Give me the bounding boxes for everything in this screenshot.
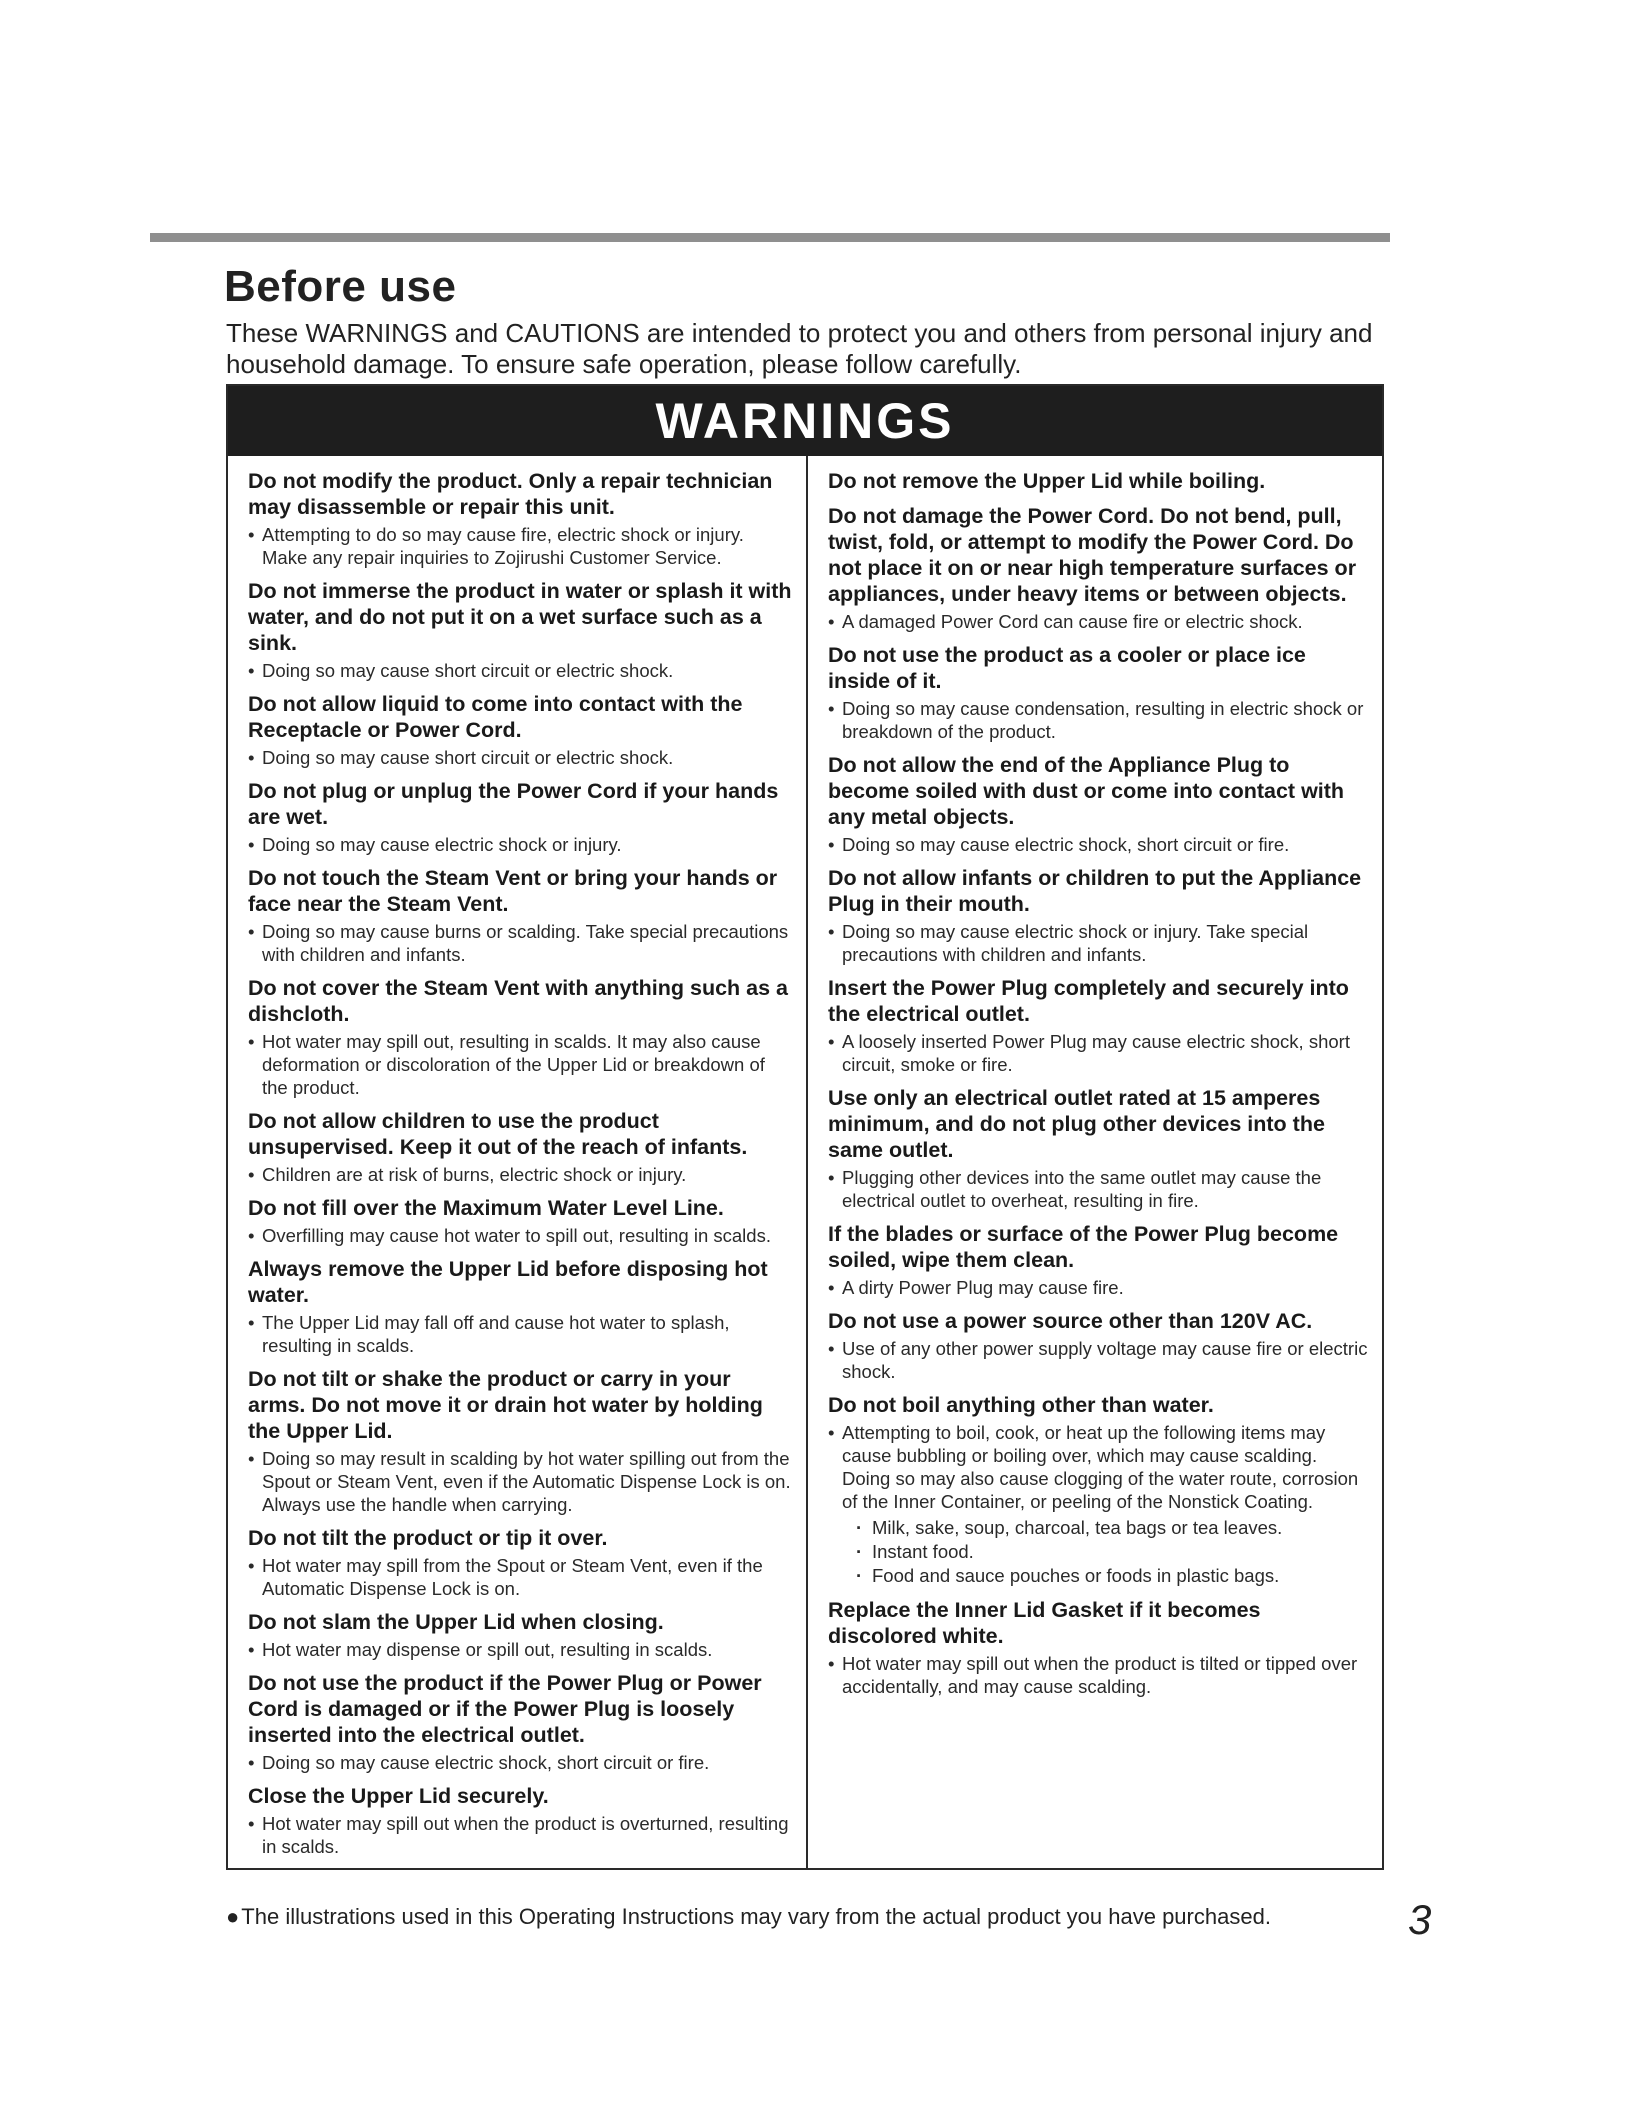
warning-heading: Do not plug or unplug the Power Cord if your hands are wet. [248, 779, 779, 829]
warning-note: • A loosely inserted Power Plug may cause electric shock, short circuit, smoke or fire. [828, 1030, 1368, 1076]
warning-item [828, 1308, 1368, 1383]
warnings-columns [228, 456, 1382, 1870]
warning-item [248, 691, 792, 769]
warning-heading: Do not tilt the product or tip it over. [248, 1526, 608, 1550]
warning-note: • Attempting to boil, cook, or heat up the following items may cause bubbling or boiling over, which may cause scalding. Doing so may also cause clogging of the water route, corrosion of the Inner Container, or peeling of the Nonstick Coating. [828, 1421, 1368, 1513]
warning-item [248, 778, 792, 856]
warning-heading: Replace the Inner Lid Gasket if it becomes discolored white. [828, 1598, 1261, 1648]
warning-note: • Hot water may spill out when the product is overturned, resulting in scalds. [248, 1812, 792, 1858]
illustration-footnote [226, 1904, 1271, 1930]
warning-note: • Plugging other devices into the same outlet may cause the electrical outlet to overheat, resulting in fire. [828, 1166, 1368, 1212]
warning-heading: Do not use the product as a cooler or place ice inside of it. [828, 643, 1306, 693]
warning-note: • Doing so may cause burns or scalding. Take special precautions with children and infants. [248, 920, 792, 966]
warning-sub-item: · Food and sauce pouches or foods in plastic bags. [828, 1564, 1368, 1588]
warnings-heading: WARNINGS [228, 386, 1382, 456]
warning-note: • Hot water may dispense or spill out, resulting in scalds. [248, 1638, 792, 1661]
warning-note: • Doing so may cause short circuit or electric shock. [248, 746, 792, 769]
warning-item [248, 1525, 792, 1600]
warning-heading: Insert the Power Plug completely and securely into the electrical outlet. [828, 976, 1349, 1026]
page-title: Before use [224, 262, 457, 311]
warning-heading: Do not tilt or shake the product or carry in your arms. Do not move it or drain hot water by holding the Upper Lid. [248, 1367, 763, 1443]
warning-heading: Do not damage the Power Cord. Do not bend, pull, twist, fold, or attempt to modify the Power Cord. Do not place it on or near high temperature surfaces or appliances, under heavy items or between objects. [828, 504, 1357, 606]
warning-heading: Do not use the product if the Power Plug or Power Cord is damaged or if the Power Plug is loosely inserted into the electrical outlet. [248, 1671, 762, 1747]
intro-paragraph: These WARNINGS and CAUTIONS are intended to protect you and others from personal injury and household damage. To ensure safe operation, please follow carefully. [226, 318, 1373, 379]
warning-heading: Use only an electrical outlet rated at 15 amperes minimum, and do not plug other devices into the same outlet. [828, 1086, 1325, 1162]
warning-item [248, 578, 792, 682]
warning-note: • The Upper Lid may fall off and cause hot water to splash, resulting in scalds. [248, 1311, 792, 1357]
warning-item [248, 1195, 792, 1247]
warning-note: • Doing so may cause electric shock or injury. [248, 833, 792, 856]
warning-note: • Doing so may cause short circuit or electric shock. [248, 659, 792, 682]
warning-sub-item: · Milk, sake, soup, charcoal, tea bags or tea leaves. [828, 1516, 1368, 1540]
warning-item [828, 503, 1368, 633]
warning-note: • Attempting to do so may cause fire, electric shock or injury. Make any repair inquiries to Zojirushi Customer Service. [248, 523, 792, 569]
warning-heading: Do not slam the Upper Lid when closing. [248, 1610, 664, 1634]
warning-item [828, 1597, 1368, 1698]
warning-item [248, 1108, 792, 1186]
warning-note: • Hot water may spill from the Spout or Steam Vent, even if the Automatic Dispense Lock is on. [248, 1554, 792, 1600]
warning-heading: Do not remove the Upper Lid while boiling. [828, 469, 1266, 493]
warning-heading: Always remove the Upper Lid before disposing hot water. [248, 1257, 768, 1307]
warning-heading: Do not allow liquid to come into contact with the Receptacle or Power Cord. [248, 692, 743, 742]
warning-item [248, 865, 792, 966]
warning-note: • Doing so may result in scalding by hot water spilling out from the Spout or Steam Vent, even if the Automatic Dispense Lock is on. Always use the handle when carrying. [248, 1447, 792, 1516]
warnings-right-column [808, 456, 1382, 1870]
warning-sub-item: · Instant food. [828, 1540, 1368, 1564]
warning-item [248, 1783, 792, 1858]
warning-note: • Overfilling may cause hot water to spill out, resulting in scalds. [248, 1224, 792, 1247]
page-number: 3 [1408, 1896, 1432, 1943]
warning-item [828, 642, 1368, 743]
warning-heading: Close the Upper Lid securely. [248, 1784, 549, 1808]
warning-item [248, 1670, 792, 1774]
warning-item [828, 975, 1368, 1076]
warning-item [248, 1609, 792, 1661]
warning-heading: Do not allow infants or children to put the Appliance Plug in their mouth. [828, 866, 1362, 916]
warning-note: • Doing so may cause electric shock, short circuit or fire. [828, 833, 1368, 856]
top-divider [150, 233, 1390, 242]
warning-note: • A dirty Power Plug may cause fire. [828, 1276, 1368, 1299]
warning-note: • Hot water may spill out when the product is tilted or tipped over accidentally, and may cause scalding. [828, 1652, 1368, 1698]
warning-heading: Do not cover the Steam Vent with anything such as a dishcloth. [248, 976, 788, 1026]
warning-note: • Children are at risk of burns, electric shock or injury. [248, 1163, 792, 1186]
warning-heading: Do not immerse the product in water or splash it with water, and do not put it on a wet surface such as a sink. [248, 579, 792, 655]
warning-heading: Do not modify the product. Only a repair technician may disassemble or repair this unit. [248, 469, 773, 519]
warning-heading: Do not touch the Steam Vent or bring your hands or face near the Steam Vent. [248, 866, 778, 916]
warning-note: • Doing so may cause condensation, resulting in electric shock or breakdown of the product. [828, 697, 1368, 743]
warning-item [248, 468, 792, 569]
warning-note: • Use of any other power supply voltage may cause fire or electric shock. [828, 1337, 1368, 1383]
warning-heading: Do not fill over the Maximum Water Level Line. [248, 1196, 724, 1220]
bullet-dot-icon: ● [226, 1904, 240, 1929]
warning-item [828, 1392, 1368, 1588]
warning-note: • Hot water may spill out, resulting in scalds. It may also cause deformation or discoloration of the Upper Lid or breakdown of the product. [248, 1030, 792, 1099]
warning-heading: If the blades or surface of the Power Plug become soiled, wipe them clean. [828, 1222, 1339, 1272]
footnote-text: The illustrations used in this Operating Instructions may vary from the actual product you have purchased. [241, 1904, 1271, 1929]
warning-item [248, 1366, 792, 1516]
warning-item [248, 1256, 792, 1357]
warning-item [828, 468, 1368, 494]
warnings-box [226, 384, 1384, 1870]
warning-heading: Do not use a power source other than 120V AC. [828, 1309, 1313, 1333]
warning-item [828, 1085, 1368, 1212]
warnings-left-column [228, 456, 808, 1870]
warning-heading: Do not allow children to use the product unsupervised. Keep it out of the reach of infants. [248, 1109, 748, 1159]
warning-sub-list [828, 1516, 1368, 1588]
warning-note: • Doing so may cause electric shock, short circuit or fire. [248, 1751, 792, 1774]
warning-item [248, 975, 792, 1099]
warning-note: • Doing so may cause electric shock or injury. Take special precautions with children and infants. [828, 920, 1368, 966]
warning-item [828, 865, 1368, 966]
warning-note: • A damaged Power Cord can cause fire or electric shock. [828, 610, 1368, 633]
warning-heading: Do not allow the end of the Appliance Plug to become soiled with dust or come into contact with any metal objects. [828, 753, 1345, 829]
warning-heading: Do not boil anything other than water. [828, 1393, 1214, 1417]
warning-item [828, 752, 1368, 856]
warning-item [828, 1221, 1368, 1299]
